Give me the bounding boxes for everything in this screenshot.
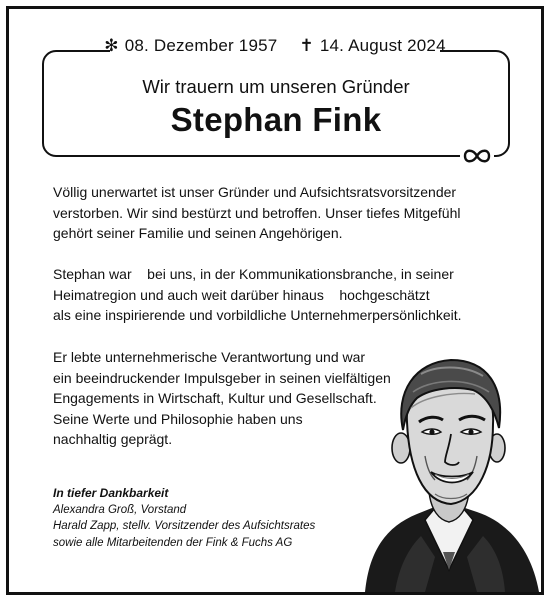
text-line: nachhaltig geprägt.	[53, 431, 173, 447]
deceased-name: Stephan Fink	[170, 101, 382, 138]
text-line: Völlig unerwartet ist unser Gründer und Aufsichtsratsvorsitzender	[53, 184, 457, 200]
text-line: Engagements in Wirtschaft, Kultur und Gesellschaft.	[53, 390, 377, 406]
death-date: 14. August 2024	[319, 36, 446, 55]
text-line: Heimatregion und auch weit darüber hinaus hochgeschätzt	[53, 286, 430, 303]
paragraph-1	[53, 182, 461, 244]
birth-star-icon: ✻	[104, 36, 119, 55]
infinity-icon	[460, 145, 494, 167]
text-line: ein beeindruckender Impulsgeber in seinen vielfältigen	[53, 369, 391, 386]
text-line: verstorben. Wir sind bestürzt und betroffen. Unser tiefes Mitgefühl	[53, 204, 461, 221]
life-dates	[0, 36, 550, 56]
signature-block	[53, 485, 315, 551]
paragraph-2	[53, 264, 462, 326]
mourning-subtitle: Wir trauern um unseren Gründer	[142, 76, 410, 97]
signature-lead: In tiefer Dankbarkeit	[53, 486, 169, 500]
paragraph-3	[53, 347, 391, 450]
portrait-illustration	[355, 352, 541, 592]
text-line: als eine inspirierende und vorbildliche Unternehmerpersönlichkeit.	[53, 307, 462, 323]
signature-line: sowie alle Mitarbeitenden der Fink & Fuchs AG	[53, 536, 293, 549]
birth-date: 08. Dezember 1957	[124, 36, 278, 55]
text-line: gehört seiner Familie und seinen Angehörigen.	[53, 225, 343, 241]
text-line: Er lebte unternehmerische Verantwortung und war	[53, 349, 366, 365]
text-line: Stephan war bei uns, in der Kommunikationsbranche, in seiner	[53, 266, 454, 282]
signature-line: Alexandra Groß, Vorstand	[53, 503, 187, 516]
death-cross-icon: ✝	[299, 36, 314, 55]
text-line: Seine Werte und Philosophie haben uns	[53, 410, 303, 427]
signature-line: Harald Zapp, stellv. Vorsitzender des Aufsichtsrates	[53, 520, 316, 532]
